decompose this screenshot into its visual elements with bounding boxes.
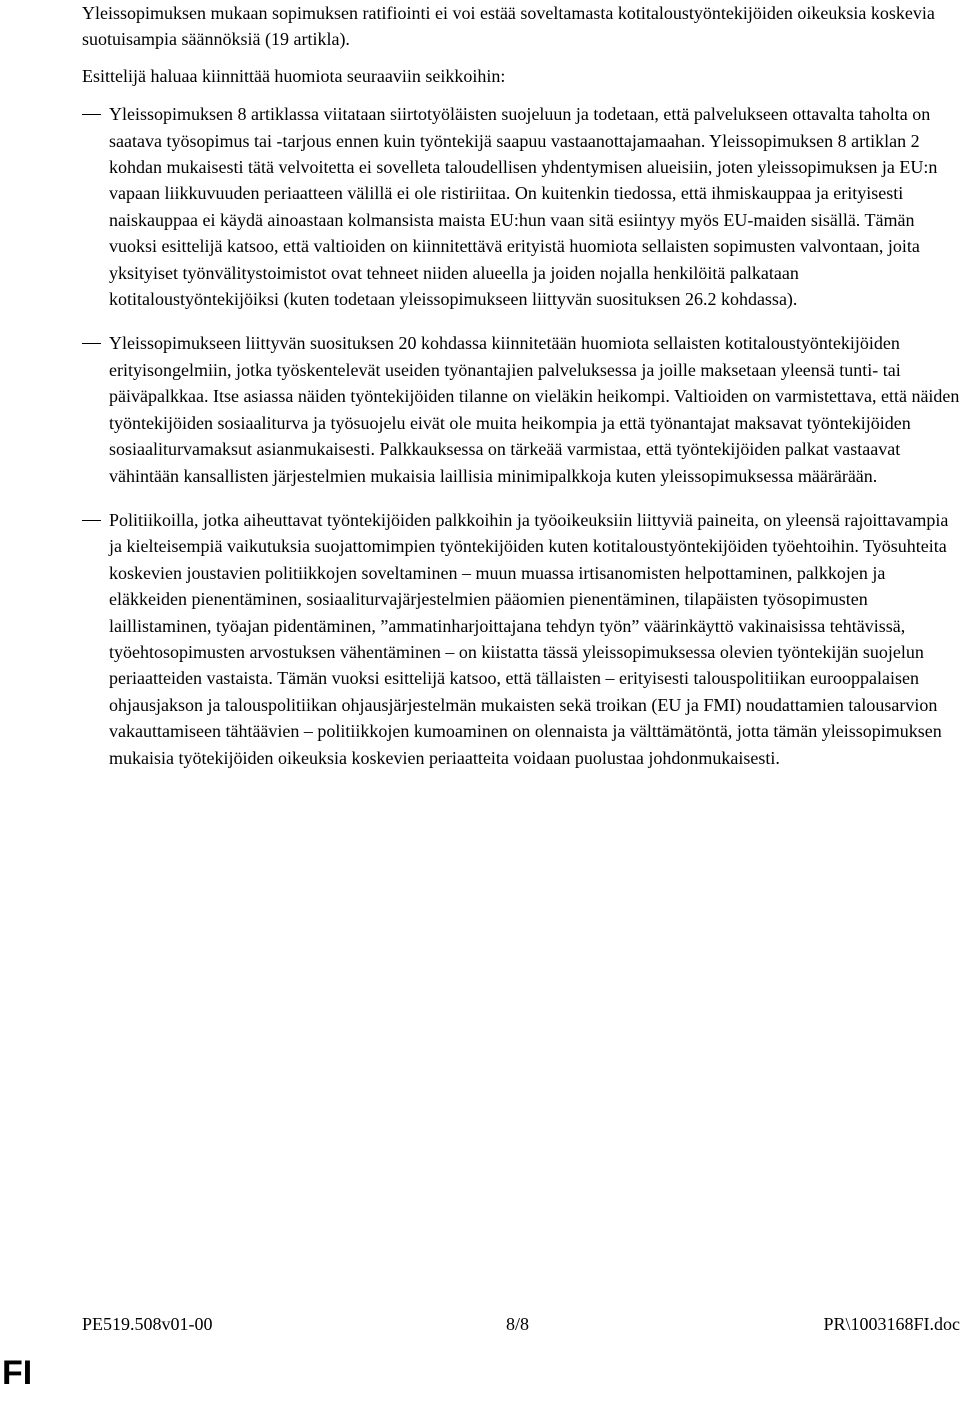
opening-paragraph: Yleissopimuksen mukaan sopimuksen ratifiointi ei voi estää soveltamasta kotitaloustyöntekijöiden oikeuksia koskevia suotuisampia säännöksiä (19 artikla). <box>82 3 935 50</box>
document-reference: PE519.508v01-00 <box>82 1314 213 1334</box>
list-item-text: Yleissopimuksen 8 artiklassa viitataan siirtotyöläisten suojeluun ja todetaan, että palvelukseen ottavalta taholta on saatava työsopimus tai -tarjous ennen kuin työntekijä saapuu vastaanottajamaahan. Yleissopimuksen 8 artiklan 2 kohdan mukaisesti tätä velvoitetta ei sovelleta taloudellisen yhdentymisen alueisiin, joten yleissopimuksen ja EU:n vapaan liikkuvuuden periaatteen välillä ei ole ristiriitaa. On kuitenkin tiedossa, että ihmiskauppaa ja erityisesti naiskauppaa ei käydä ainoastaan kolmansista maista EU:hun vaan sitä esiintyy myös EU-maiden sisällä. Tämän vuoksi esittelijä katsoo, että valtioiden on kiinnitettävä erityistä huomiota sellaisten sopimusten valvontaan, joita yksityiset työnvälitystoimistot ovat tehneet niiden alueella ja joiden nojalla henkilöitä palkataan kotitaloustyöntekijöiksi (kuten todetaan yleissopimukseen liittyvän suosituksen 26.2 kohdassa). <box>109 104 938 310</box>
list-item-text: Politiikoilla, jotka aiheuttavat työntekijöiden palkkoihin ja työoikeuksiin liittyviä paineita, on yleensä rajoittavampia ja kielteisempiä vaikutuksia suojattomimpien työntekijöiden kuten kotitaloustyöntekijöiden työehtoihin. Työsuhteita koskevien joustavien politiikkojen soveltaminen – muun muassa irtisanomisten helpottaminen, palkkojen ja eläkkeiden pienentäminen, sosiaaliturvajärjestelmien pääomien pienentäminen, tilapäisten työsopimusten laillistaminen, työajan pidentäminen, ”ammatinharjoittajana tehdyn työn” väärinkäyttö vakinaisissa tehtävissä, työehtosopimusten arvostuksen vähentäminen – on kiistatta tässä yleissopimuksessa olevien työntekijän suojelun periaatteiden vastaista. Tämän vuoksi esittelijä katsoo, että tällaisten – erityisesti talouspolitiikan eurooppalaisen ohjausjakson ja talouspolitiikan ohjausjärjestelmän mukaisten sekä troikan (EU ja FMI) noudattamien talousarvion vakauttamiseen tähtäävien – politiikkojen kumoaminen on olennaista ja välttämätöntä, jotta tämän yleissopimuksen mukaisia työtekijöiden oikeuksia koskevien periaatteita voidaan puolustaa johdonmukaisesti. <box>109 509 949 768</box>
list-item <box>82 507 960 771</box>
file-name: PR\1003168FI.doc <box>823 1314 960 1334</box>
list-item <box>82 101 960 312</box>
document-body <box>82 0 960 789</box>
language-code: FI <box>2 1354 33 1392</box>
page-number: 8/8 <box>506 1314 530 1334</box>
list-item-text: Yleissopimukseen liittyvän suosituksen 20 kohdassa kiinnitetään huomiota sellaisten kotitaloustyöntekijöiden erityisongelmiin, jotka työskentelevät useiden työnantajien palveluksessa ja joille maksetaan yleensä tunti- tai päiväpalkkaa. Itse asiassa näiden työntekijöiden tilanne on vieläkin heikompi. Valtioiden on varmistettava, että näiden työntekijöiden sosiaaliturva ja työsuojelu eivät ole muita heikompia ja että työnantajat maksavat työntekijöiden sosiaaliturvamaksut asianmukaisesti. Palkkauksessa on tärkeää varmistaa, että työntekijöiden palkat vastaavat vähintään kansallisten järjestelmien mukaisia laillisia minimipalkkoja kuten yleissopimuksessa määrärään. <box>109 333 960 486</box>
list-item <box>82 330 960 488</box>
page-footer <box>82 1311 960 1337</box>
intro-paragraph: Esittelijä haluaa kiinnittää huomiota seuraaviin seikkoihin: <box>82 65 506 86</box>
